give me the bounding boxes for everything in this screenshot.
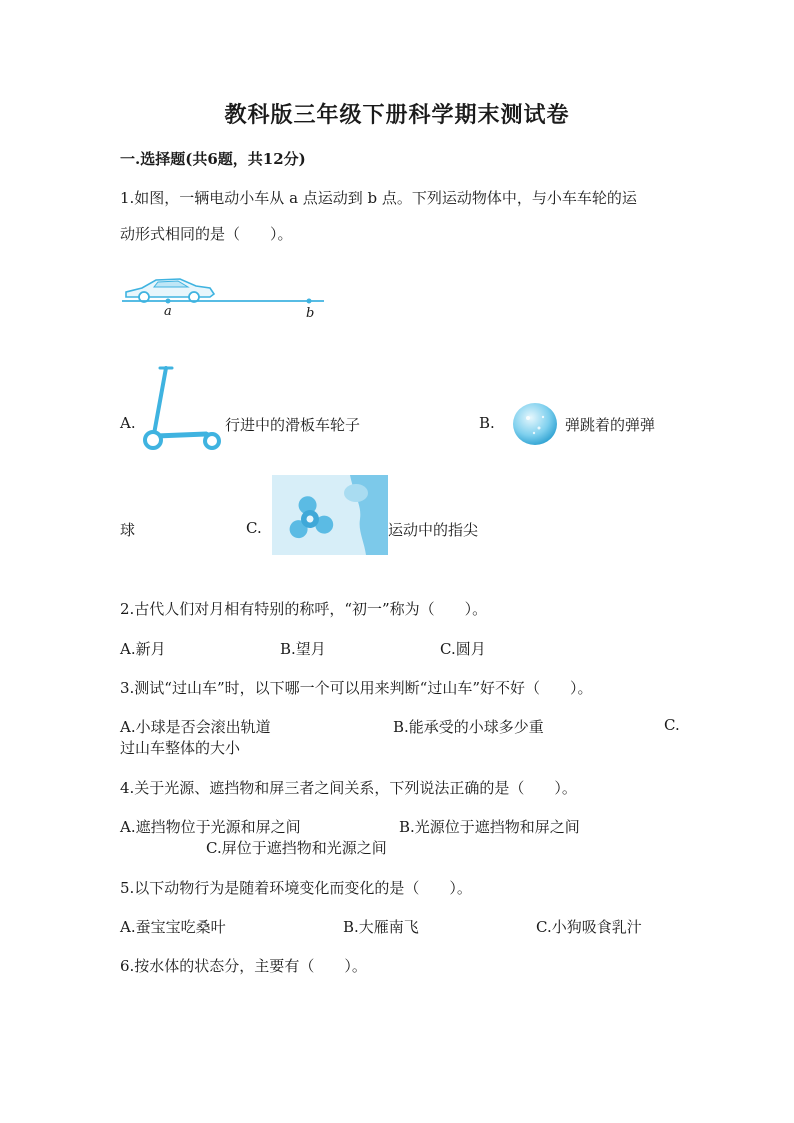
electric-car-icon: [126, 279, 214, 302]
point-b-label: b: [306, 306, 315, 321]
q2-option-a: A.新月: [120, 640, 166, 658]
question-3-stem: 3.测试“过山车”时，以下哪一个可以用来判断“过山车”好不好（ ）。: [120, 679, 593, 697]
q5-option-b: B.大雁南飞: [343, 918, 419, 936]
fidget-spinner-image: [272, 475, 388, 555]
question-4-stem: 4.关于光源、遮挡物和屏三者之间关系，下列说法正确的是（ ）。: [120, 779, 577, 797]
question-2-stem: 2.古代人们对月相有特别的称呼，“初一”称为（ ）。: [120, 600, 488, 618]
q4-option-a: A.遮挡物位于光源和屏之间: [120, 818, 301, 836]
question-1-line-1: 1.如图，一辆电动小车从 a 点运动到 b 点。下列运动物体中，与小车车轮的运: [120, 189, 637, 207]
q3-option-b: B.能承受的小球多少重: [393, 718, 544, 736]
q2-option-b: B.望月: [280, 640, 326, 658]
question-6-stem: 6.按水体的状态分，主要有（ ）。: [120, 957, 367, 975]
scooter-icon: [140, 362, 224, 452]
q1-option-b-text: 弹跳着的弹弹: [565, 416, 656, 434]
q3-option-a: A.小球是否会滚出轨道: [120, 718, 271, 736]
q4-option-b: B.光源位于遮挡物和屏之间: [399, 818, 580, 836]
page-title: 教科版三年级下册科学期末测试卷: [224, 102, 570, 128]
point-a-label: a: [164, 304, 172, 319]
q3-option-c-text: 过山车整体的大小: [120, 739, 241, 757]
question-5-stem: 5.以下动物行为是随着环境变化而变化的是（ ）。: [120, 879, 472, 897]
bouncy-ball-icon: [510, 400, 560, 448]
q1-option-b-text-continued: 球: [120, 521, 136, 539]
point-b-dot: [307, 299, 312, 304]
q1-option-b-letter: B.: [479, 414, 495, 432]
q4-option-c: C.屏位于遮挡物和光源之间: [206, 839, 387, 857]
q5-option-a: A.蚕宝宝吃桑叶: [120, 918, 226, 936]
q1-option-a-letter: A.: [120, 414, 136, 432]
q3-option-c-letter: C.: [664, 716, 680, 734]
question-1-line-2: 动形式相同的是（ ）。: [120, 225, 293, 243]
car-track-figure: [118, 270, 328, 325]
section-heading: 一.选择题(共6题，共12分): [120, 150, 306, 168]
q2-option-c: C.圆月: [440, 640, 486, 658]
q1-option-c-text: 运动中的指尖: [388, 521, 479, 539]
q5-option-c: C.小狗吸食乳汁: [536, 918, 642, 936]
q1-option-c-letter: C.: [246, 519, 262, 537]
q1-option-a-text: 行进中的滑板车轮子: [225, 416, 361, 434]
point-a-dot: [166, 299, 171, 304]
